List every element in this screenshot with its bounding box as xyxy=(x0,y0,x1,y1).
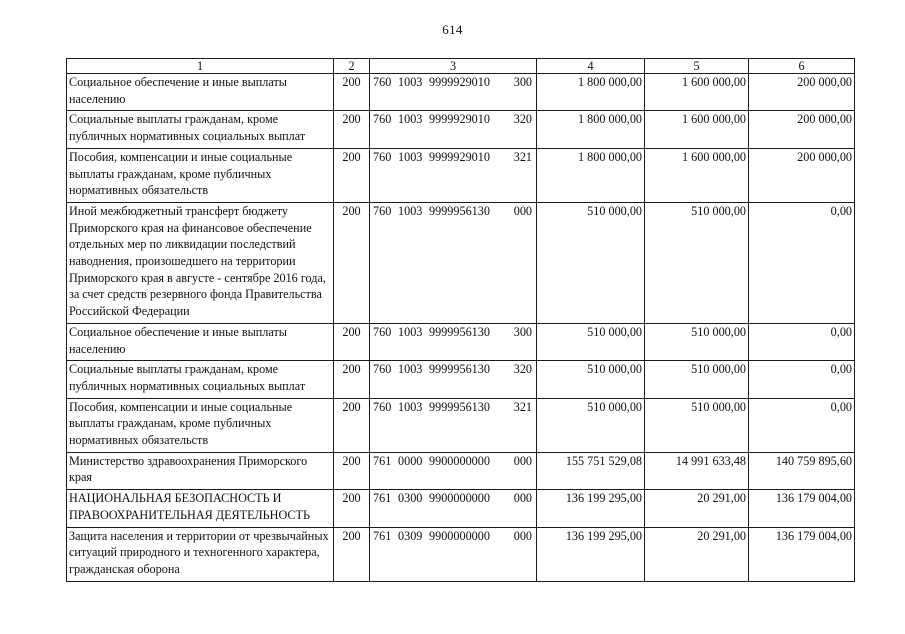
code-article: 9999929010 xyxy=(429,112,490,127)
code-admin: 760 xyxy=(373,112,392,127)
row-code-group xyxy=(372,453,534,470)
header-col-5: 5 xyxy=(645,59,749,74)
row-code-group xyxy=(372,361,534,378)
row-col6-cell: 200 000,00 xyxy=(749,111,855,148)
code-section: 1003 xyxy=(398,362,423,377)
row-col2-cell: 200 xyxy=(334,323,370,360)
row-code-group xyxy=(372,111,534,128)
code-type: 320 xyxy=(513,112,532,127)
row-code-group xyxy=(372,528,534,545)
code-admin: 760 xyxy=(373,324,392,339)
table-header-row xyxy=(67,59,855,74)
row-code-group xyxy=(372,74,534,91)
row-name-cell: Социальное обеспечение и иные выплаты населению xyxy=(67,74,334,111)
code-section: 0300 xyxy=(398,491,423,506)
row-col2-cell: 200 xyxy=(334,111,370,148)
row-code-group xyxy=(372,399,534,416)
row-code-cell xyxy=(370,148,537,202)
row-col6-cell: 0,00 xyxy=(749,202,855,323)
row-code-group xyxy=(372,324,534,341)
code-section: 1003 xyxy=(398,149,423,164)
table-row xyxy=(67,490,855,527)
header-col-4: 4 xyxy=(537,59,645,74)
code-section: 1003 xyxy=(398,203,423,218)
header-col-1: 1 xyxy=(67,59,334,74)
row-col5-cell: 20 291,00 xyxy=(645,527,749,581)
row-col6-cell: 136 179 004,00 xyxy=(749,490,855,527)
row-name-cell: НАЦИОНАЛЬНАЯ БЕЗОПАСНОСТЬ И ПРАВООХРАНИТЕЛЬНАЯ ДЕЯТЕЛЬНОСТЬ xyxy=(67,490,334,527)
page-number: 614 xyxy=(442,22,463,37)
row-col4-cell: 510 000,00 xyxy=(537,323,645,360)
code-admin: 760 xyxy=(373,203,392,218)
row-col2-cell: 200 xyxy=(334,361,370,398)
row-col5-cell: 1 600 000,00 xyxy=(645,111,749,148)
row-code-cell xyxy=(370,527,537,581)
row-name-cell: Социальное обеспечение и иные выплаты населению xyxy=(67,323,334,360)
row-code-cell xyxy=(370,74,537,111)
row-col5-cell: 510 000,00 xyxy=(645,202,749,323)
code-article: 9999956130 xyxy=(429,324,490,339)
code-section: 0309 xyxy=(398,528,423,543)
row-name-cell: Защита населения и территории от чрезвычайных ситуаций природного и техногенного характера, гражданская оборона xyxy=(67,527,334,581)
row-col6-cell: 200 000,00 xyxy=(749,148,855,202)
row-col5-cell: 510 000,00 xyxy=(645,398,749,452)
code-section: 1003 xyxy=(398,399,423,414)
table-row xyxy=(67,323,855,360)
code-type: 300 xyxy=(513,324,532,339)
code-article: 9999956130 xyxy=(429,203,490,218)
row-code-group xyxy=(372,490,534,507)
code-admin: 760 xyxy=(373,399,392,414)
row-code-cell xyxy=(370,323,537,360)
table-row xyxy=(67,452,855,489)
row-col5-cell: 1 600 000,00 xyxy=(645,74,749,111)
table-row xyxy=(67,202,855,323)
code-article: 9999929010 xyxy=(429,75,490,89)
row-code-cell xyxy=(370,398,537,452)
row-col5-cell: 510 000,00 xyxy=(645,323,749,360)
code-section: 1003 xyxy=(398,324,423,339)
code-article: 9900000000 xyxy=(429,453,490,468)
row-col6-cell: 0,00 xyxy=(749,361,855,398)
row-col6-cell: 0,00 xyxy=(749,398,855,452)
row-name-cell: Министерство здравоохранения Приморского края xyxy=(67,452,334,489)
row-code-cell xyxy=(370,452,537,489)
code-admin: 760 xyxy=(373,75,392,89)
code-article: 9999956130 xyxy=(429,362,490,377)
table-row xyxy=(67,361,855,398)
row-col5-cell: 510 000,00 xyxy=(645,361,749,398)
code-article: 9999929010 xyxy=(429,149,490,164)
code-section: 0000 xyxy=(398,453,423,468)
code-type: 000 xyxy=(513,528,532,543)
code-type: 321 xyxy=(513,399,532,414)
row-col2-cell: 200 xyxy=(334,398,370,452)
header-col-2: 2 xyxy=(334,59,370,74)
code-article: 9900000000 xyxy=(429,491,490,506)
row-col6-cell: 200 000,00 xyxy=(749,74,855,111)
code-type: 321 xyxy=(513,149,532,164)
code-admin: 761 xyxy=(373,528,392,543)
row-col5-cell: 20 291,00 xyxy=(645,490,749,527)
budget-table xyxy=(66,58,855,582)
code-type: 300 xyxy=(513,75,532,89)
row-col5-cell: 14 991 633,48 xyxy=(645,452,749,489)
row-name-cell: Социальные выплаты гражданам, кроме публичных нормативных социальных выплат xyxy=(67,111,334,148)
code-type: 000 xyxy=(513,203,532,218)
code-admin: 761 xyxy=(373,491,392,506)
row-code-group xyxy=(372,149,534,166)
row-col2-cell: 200 xyxy=(334,202,370,323)
code-section: 1003 xyxy=(398,75,423,89)
row-col4-cell: 136 199 295,00 xyxy=(537,527,645,581)
row-col4-cell: 510 000,00 xyxy=(537,361,645,398)
table-row xyxy=(67,148,855,202)
row-col4-cell: 510 000,00 xyxy=(537,398,645,452)
code-admin: 761 xyxy=(373,453,392,468)
code-type: 000 xyxy=(513,453,532,468)
row-code-cell xyxy=(370,202,537,323)
header-col-6: 6 xyxy=(749,59,855,74)
row-col6-cell: 140 759 895,60 xyxy=(749,452,855,489)
code-section: 1003 xyxy=(398,112,423,127)
row-col6-cell: 136 179 004,00 xyxy=(749,527,855,581)
row-code-cell xyxy=(370,490,537,527)
table-row xyxy=(67,398,855,452)
row-col4-cell: 1 800 000,00 xyxy=(537,111,645,148)
row-col4-cell: 1 800 000,00 xyxy=(537,148,645,202)
table-body xyxy=(67,59,855,582)
row-name-cell: Пособия, компенсации и иные социальные выплаты гражданам, кроме публичных нормативных обязательств xyxy=(67,398,334,452)
row-name-cell: Пособия, компенсации и иные социальные выплаты гражданам, кроме публичных нормативных обязательств xyxy=(67,148,334,202)
row-col2-cell: 200 xyxy=(334,74,370,111)
row-col2-cell: 200 xyxy=(334,527,370,581)
row-code-cell xyxy=(370,111,537,148)
row-col6-cell: 0,00 xyxy=(749,323,855,360)
code-article: 9999956130 xyxy=(429,399,490,414)
row-name-cell: Иной межбюджетный трансферт бюджету Приморского края на финансовое обеспечение отдельных мер по ликвидации последствий наводнения, произошедшего на территории Приморского края в августе - сентябре 2016 года, за счет средств резервного фонда Правительства Российской Федерации xyxy=(67,202,334,323)
row-col5-cell: 1 600 000,00 xyxy=(645,148,749,202)
code-type: 000 xyxy=(513,491,532,506)
row-col4-cell: 1 800 000,00 xyxy=(537,74,645,111)
row-code-group xyxy=(372,203,534,220)
row-col2-cell: 200 xyxy=(334,148,370,202)
header-col-3: 3 xyxy=(370,59,537,74)
code-admin: 760 xyxy=(373,362,392,377)
row-col2-cell: 200 xyxy=(334,452,370,489)
table-row xyxy=(67,74,855,111)
code-type: 320 xyxy=(513,362,532,377)
table-row xyxy=(67,111,855,148)
row-name-cell: Социальные выплаты гражданам, кроме публичных нормативных социальных выплат xyxy=(67,361,334,398)
row-col4-cell: 510 000,00 xyxy=(537,202,645,323)
row-col4-cell: 155 751 529,08 xyxy=(537,452,645,489)
code-admin: 760 xyxy=(373,149,392,164)
row-col4-cell: 136 199 295,00 xyxy=(537,490,645,527)
row-col2-cell: 200 xyxy=(334,490,370,527)
row-code-cell xyxy=(370,361,537,398)
code-article: 9900000000 xyxy=(429,528,490,543)
table-row xyxy=(67,527,855,581)
